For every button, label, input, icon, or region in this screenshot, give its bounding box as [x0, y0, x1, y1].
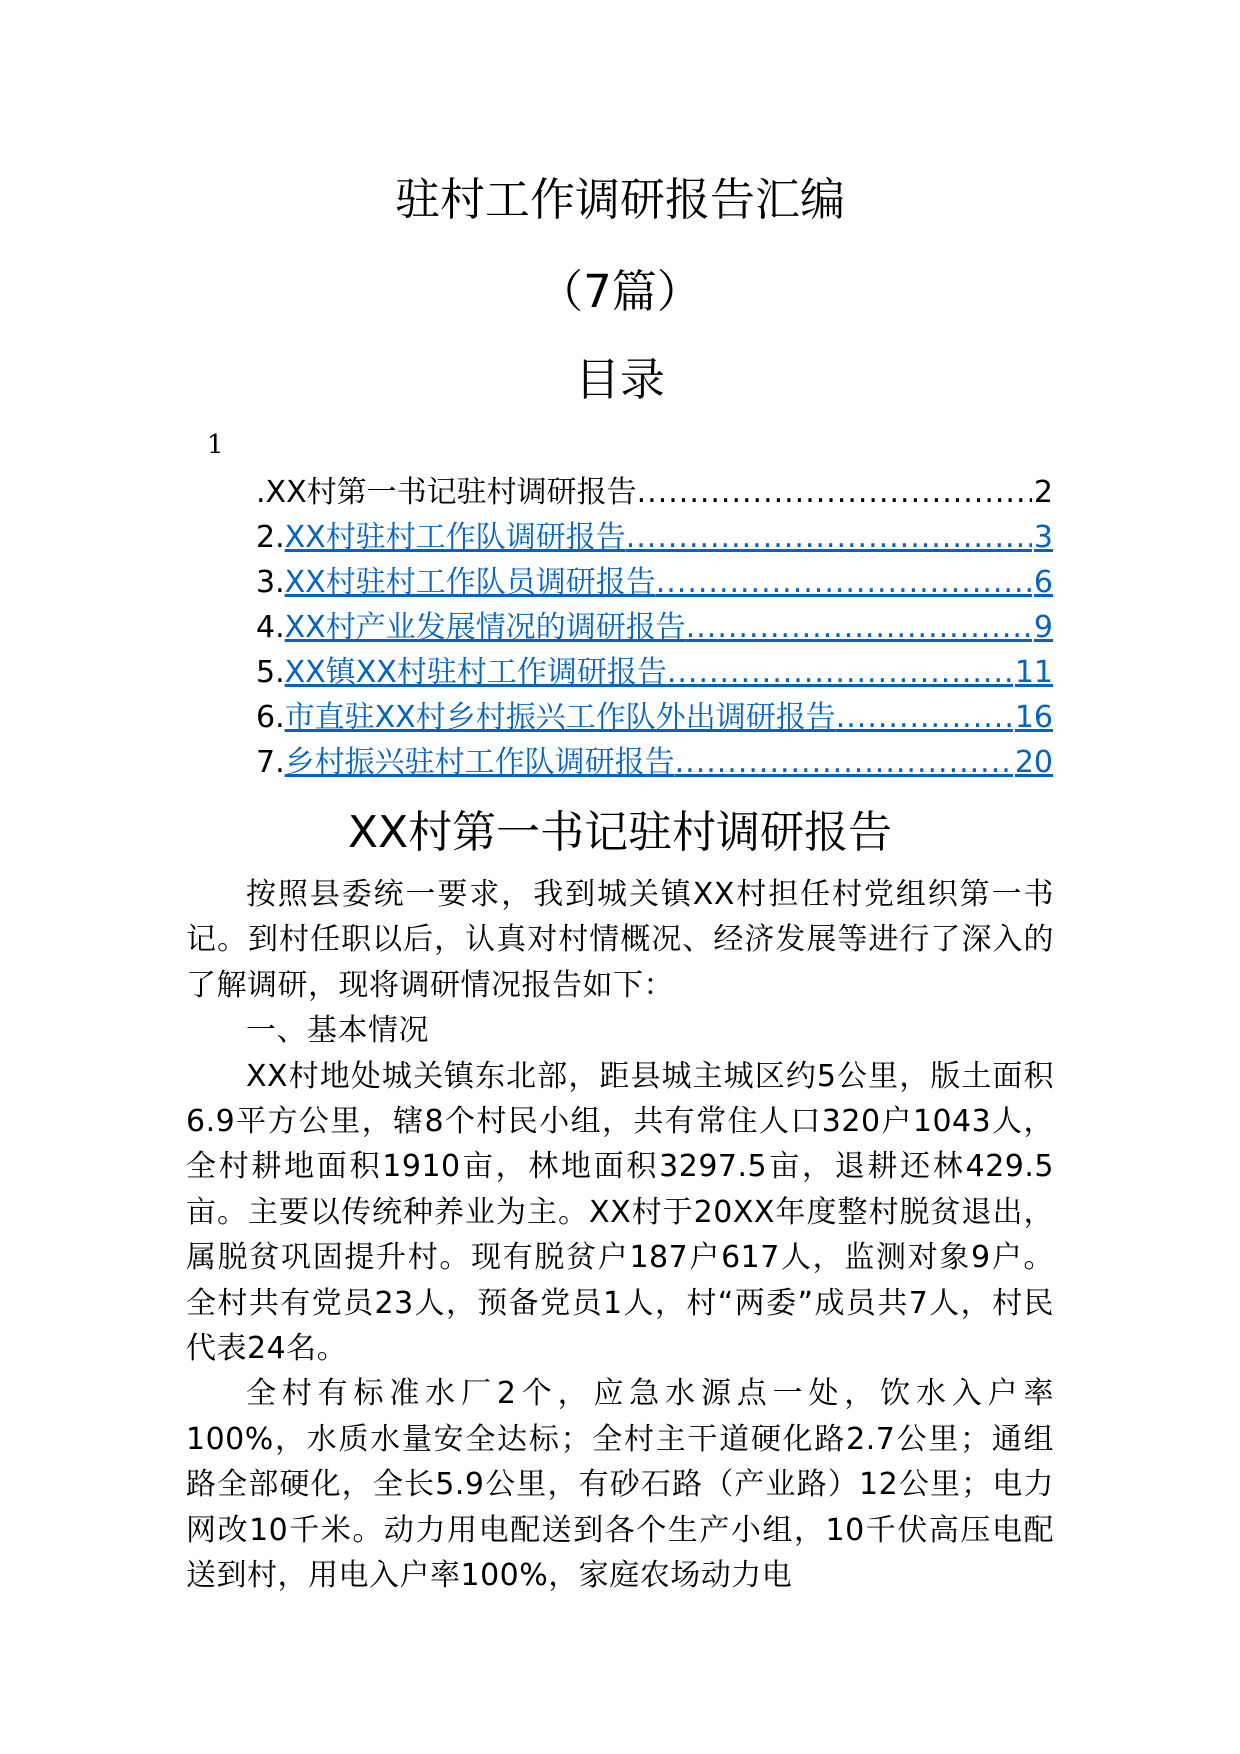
toc-page-number: 11 — [1014, 655, 1053, 690]
section-heading: 一、基本情况 — [246, 1013, 429, 1049]
toc-entry-text: XX村驻村工作队员调研报告 — [284, 565, 656, 600]
toc-item-6 — [256, 695, 1053, 740]
toc-entry-text: 乡村振兴驻村工作队调研报告 — [284, 745, 675, 780]
article-body — [186, 872, 1054, 1599]
toc-link-3[interactable] — [285, 560, 1053, 605]
toc-entry-text: .XX村第一书记驻村调研报告 — [256, 475, 637, 510]
toc-leader-dots — [667, 650, 1013, 695]
toc-entry-text: XX村产业发展情况的调研报告 — [284, 610, 686, 645]
toc-leader-dots — [675, 740, 1013, 785]
toc-item-prefix: 6. — [256, 700, 285, 735]
toc-entry-text: XX镇XX村驻村工作调研报告 — [284, 655, 667, 690]
toc-leader-dots — [836, 695, 1013, 740]
toc-page-number: 2 — [1033, 475, 1053, 510]
toc-page-number: 16 — [1014, 700, 1053, 735]
toc-item-2 — [256, 515, 1053, 560]
toc-entry-1 — [256, 470, 1053, 515]
toc-item-prefix: 4. — [256, 610, 285, 645]
toc-item-1 — [256, 470, 1053, 515]
toc-item-4 — [256, 605, 1053, 650]
toc-heading: 目录 — [574, 353, 665, 406]
toc-link-6[interactable] — [285, 695, 1053, 740]
toc-leader-dots — [686, 605, 1032, 650]
main-title: 驻村工作调研报告汇编 — [394, 173, 845, 226]
toc-item-prefix: 7. — [256, 745, 285, 780]
toc-link-5[interactable] — [285, 650, 1053, 695]
toc-page-number: 3 — [1033, 520, 1053, 555]
table-of-contents — [256, 470, 1053, 785]
report-count: （7篇） — [538, 265, 702, 318]
toc-item-3 — [256, 560, 1053, 605]
toc-leader-dots — [637, 470, 1032, 515]
body-paragraph: 按照县委统一要求，我到城关镇XX村担任村党组织第一书记。到村任职以后，认真对村情概况、经济发展等进行了深入的了解调研，现将调研情况报告如下： — [186, 877, 1054, 1003]
toc-item-prefix: 5. — [256, 655, 285, 690]
article-title: XX村第一书记驻村调研报告 — [347, 807, 893, 858]
toc-link-7[interactable] — [285, 740, 1053, 785]
toc-entry-text: XX村驻村工作队调研报告 — [284, 520, 626, 555]
toc-link-4[interactable] — [285, 605, 1053, 650]
body-paragraph: 全村有标准水厂2个，应急水源点一处，饮水入户率100%，水质水量安全达标；全村主干道硬化路2.7公里；通组路全部硬化，全长5.9公里，有砂石路（产业路）12公里；电力网改10千米。动力用电配送到各个生产小组，10千伏高压电配送到村，用电入户率100%，家庭农场动力电 — [186, 1376, 1054, 1594]
toc-entry-text: 市直驻XX村乡村振兴工作队外出调研报告 — [284, 700, 836, 735]
toc-page-number: 9 — [1033, 610, 1053, 645]
toc-item-5 — [256, 650, 1053, 695]
toc-item-7 — [256, 740, 1053, 785]
toc-page-number: 6 — [1033, 565, 1053, 600]
toc-page-number: 20 — [1014, 745, 1053, 780]
toc-item-prefix: 2. — [256, 520, 285, 555]
toc-link-2[interactable] — [285, 515, 1053, 560]
toc-stray-number: 1 — [207, 430, 224, 460]
toc-leader-dots — [626, 515, 1032, 560]
body-paragraph: XX村地处城关镇东北部，距县城主城区约5公里，版土面积6.9平方公里，辖8个村民小组，共有常住人口320户1043人，全村耕地面积1910亩，林地面积3297.5亩，退耕还林429.5亩。主要以传统种养业为主。XX村于20XX年度整村脱贫退出，属脱贫巩固提升村。现有脱贫户187户617人，监测对象9户。全村共有党员23人，预备党员1人，村“两委”成员共7人，村民代表24名。 — [186, 1058, 1054, 1367]
toc-item-prefix: 3. — [256, 565, 285, 600]
toc-leader-dots — [656, 560, 1032, 605]
